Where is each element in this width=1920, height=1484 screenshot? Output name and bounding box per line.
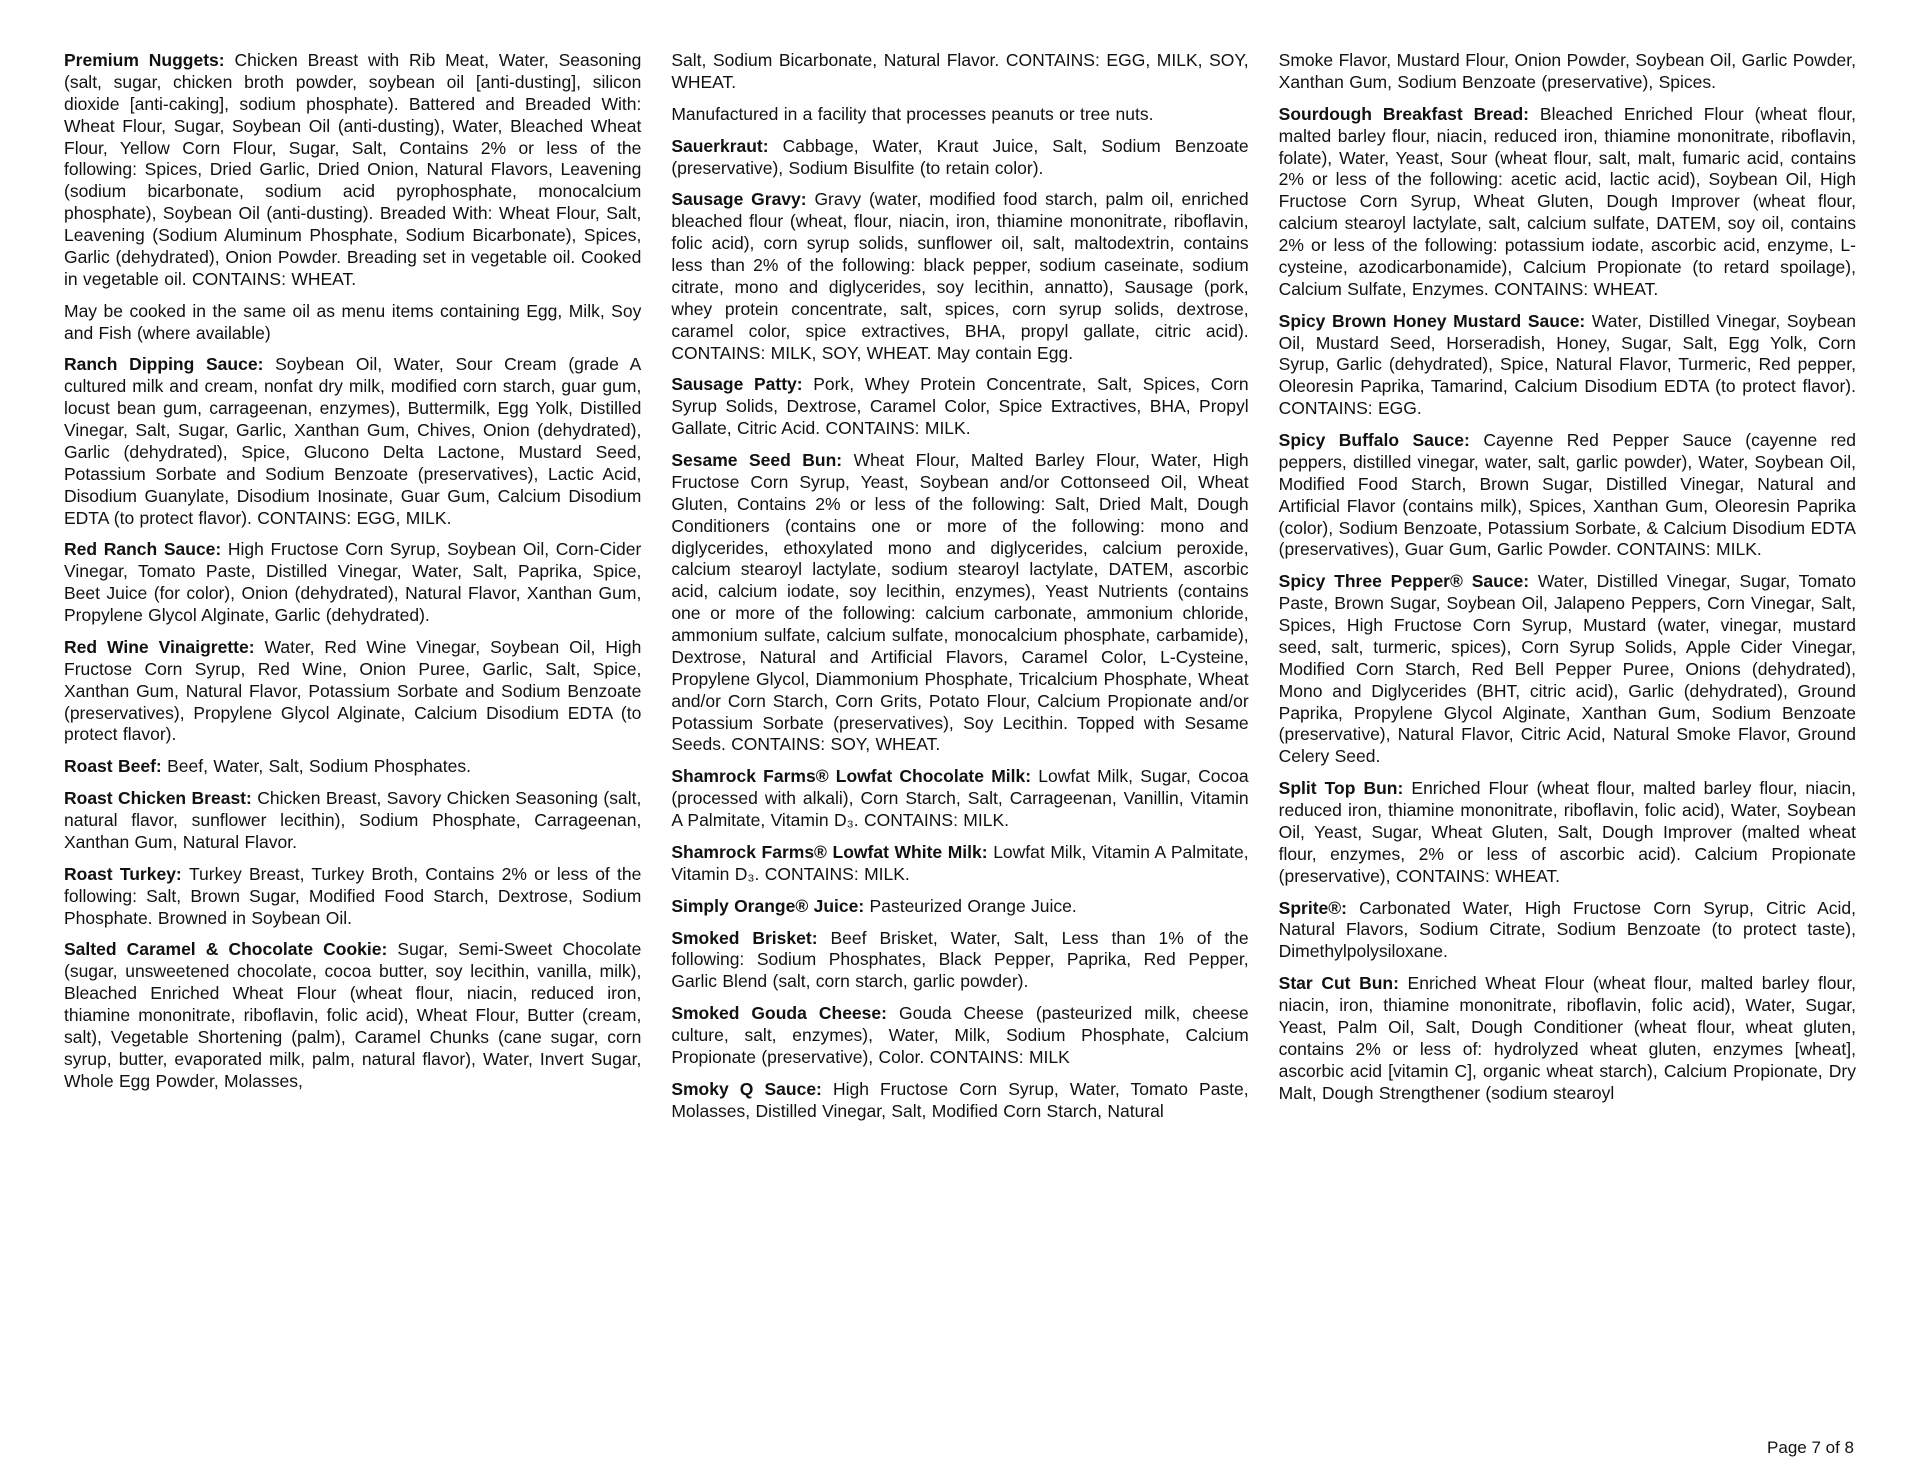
ingredient-entry [671,1079,1248,1123]
entry-title: Split Top Bun: [1278,778,1412,799]
column-1 [64,50,641,1133]
ingredient-entry [671,104,1248,126]
entry-title: Red Ranch Sauce: [64,539,228,560]
entry-title: Smoky Q Sauce: [671,1078,833,1099]
entry-title: Salted Caramel & Chocolate Cookie: [64,939,398,960]
entry-body: Wheat Flour, Malted Barley Flour, Water, High Fructose Corn Syrup, Yeast, Soybean and/or Cottonseed Oil, Wheat Gluten, Contains 2% or less of the following: Salt, Dried Malt, Dough Conditioners (contains one or more of the following: mono and diglycerides, ethoxylated mono and diglycerides, calcium peroxide, calcium stearoyl lactylate, sodium stearoyl lactylate, DATEM, ascorbic acid, calcium iodate, soy lecithin, enzymes), Yeast Nutrients (contains one or more of the following: calcium carbonate, ammonium chloride, ammonium sulfate, calcium sulfate, monocalcium phosphate, carbamide), Dextrose, Natural and Artificial Flavors, Caramel Color, L-Cysteine, Propylene Glycol, Diammonium Phosphate, Tricalcium Phosphate, Wheat and/or Corn Starch, Corn Grits, Potato Flour, Calcium Propionate and/or Potassium Sorbate (preservatives), Soy Lecithin. Topped with Sesame Seeds. CONTAINS: SOY, WHEAT. [671,450,1249,755]
ingredient-entry [64,756,641,778]
entry-body: Lowfat Milk, Vitamin A Palmitate, Vitamin D₃. CONTAINS: MILK. [671,841,1249,884]
ingredient-entry [64,301,641,345]
entry-body: Water, Red Wine Vinegar, Soybean Oil, High Fructose Corn Syrup, Red Wine, Onion Puree, Garlic, Salt, Spice, Xanthan Gum, Natural Flavor, Potassium Sorbate and Sodium Benzoate (preservatives), Propylene Glycol Alginate, Calcium Disodium EDTA (to protect flavor). [64,636,642,745]
entry-body: Cayenne Red Pepper Sauce (cayenne red peppers, distilled vinegar, water, salt, garlic powder), Water, Soybean Oil, Modified Food Starch, Brown Sugar, Distilled Vinegar, Natural and Artificial Flavor (contains milk), Spices, Xanthan Gum, Oleoresin Paprika (color), Sodium Benzoate, Potassium Sorbate, & Calcium Disodium EDTA (preservatives), Guar Gum, Garlic Powder. CONTAINS: MILK. [1278,430,1856,560]
entry-title: Roast Chicken Breast: [64,788,258,809]
entry-body: Water, Distilled Vinegar, Sugar, Tomato Paste, Brown Sugar, Soybean Oil, Jalapeno Peppers, Corn Vinegar, Salt, Spices, High Fructose Corn Syrup, Mustard (water, vinegar, mustard seed, salt, turmeric, spices), Corn Syrup Solids, Apple Cider Vinegar, Modified Corn Starch, Red Bell Pepper Puree, Onions (dehydrated), Mono and Diglycerides (BHT, citric acid), Garlic (dehydrated), Ground Paprika, Propylene Glycol Alginate, Xanthan Gum, Sodium Benzoate (preservative), Natural Flavor, Citric Acid, Natural Smoke Flavor, Ground Celery Seed. [1278,571,1856,767]
entry-title: Roast Beef: [64,756,168,777]
entry-body: Cabbage, Water, Kraut Juice, Salt, Sodium Benzoate (preservative), Sodium Bisulfite (to retain color). [671,135,1249,178]
entry-title: Ranch Dipping Sauce: [64,354,276,375]
entry-title: Roast Turkey: [64,863,189,884]
ingredient-entry [671,189,1248,364]
entry-body: Enriched Wheat Flour (wheat flour, malted barley flour, niacin, iron, thiamine mononitrate, riboflavin, folic acid), Water, Sugar, Yeast, Palm Oil, Salt, Dough Conditioner (wheat flour, wheat gluten, contains 2% or less of: hydrolyzed wheat gluten, enzymes [wheat], ascorbic acid [vitamin C], organic wheat starch), Calcium Propionate, Dry Malt, Dough Strengthener (sodium stearoyl [1278,973,1856,1103]
column-3 [1279,50,1856,1133]
ingredients-document [64,50,1856,1133]
ingredient-entry [671,766,1248,832]
ingredient-entry [671,842,1248,886]
entry-body: Chicken Breast, Savory Chicken Seasoning (salt, natural flavor, sunflower lecithin), Sodium Phosphate, Carrageenan, Xanthan Gum, Natural Flavor. [64,788,642,852]
entry-title: Spicy Three Pepper® Sauce: [1278,571,1538,592]
entry-title: Sourdough Breakfast Bread: [1278,103,1540,124]
ingredient-entry [1279,104,1856,301]
entry-body: High Fructose Corn Syrup, Soybean Oil, Corn-Cider Vinegar, Tomato Paste, Distilled Vinegar, Water, Salt, Paprika, Spice, Beet Juice (for color), Onion (dehydrated), Natural Flavor, Xanthan Gum, Propylene Glycol Alginate, Garlic (dehydrated). [64,539,642,625]
entry-title: Sausage Patty: [671,374,814,395]
ingredient-entry [1279,50,1856,94]
entry-title: Simply Orange® Juice: [671,895,870,916]
entry-title: Spicy Brown Honey Mustard Sauce: [1278,310,1592,331]
ingredient-entry [1279,571,1856,768]
ingredient-entry [1279,778,1856,887]
entry-title: Smoked Brisket: [671,927,831,948]
entry-body: Smoke Flavor, Mustard Flour, Onion Powder, Soybean Oil, Garlic Powder, Xanthan Gum, Sodium Benzoate (preservative), Spices. [1278,50,1856,92]
ingredient-entry [64,50,641,291]
entry-title: Star Cut Bun: [1278,973,1408,994]
ingredient-entry [64,788,641,854]
ingredient-entry [64,864,641,930]
ingredient-entry [671,928,1248,994]
entry-body: Lowfat Milk, Sugar, Cocoa (processed with alkali), Corn Starch, Salt, Carrageenan, Vanillin, Vitamin A Palmitate, Vitamin D₃. CONTAINS: MILK. [671,766,1249,830]
entry-title: Sesame Seed Bun: [671,450,854,470]
ingredient-entry [671,896,1248,918]
ingredient-entry [64,354,641,529]
entry-title: Red Wine Vinaigrette: [64,636,265,657]
entry-body: Gravy (water, modified food starch, palm oil, enriched bleached flour (wheat, flour, niacin, iron, thiamine mononitrate, riboflavin, folic acid), corn syrup solids, sunflower oil, salt, maltodextrin, contains less than 2% of the following: black pepper, sodium caseinate, sodium citrate, mono and diglycerides, soy lecithin, annatto), Sausage (pork, whey protein concentrate, salt, spices, corn syrup solids, dextrose, caramel color, spice extractives, BHA, propyl gallate, citric acid). CONTAINS: MILK, SOY, WHEAT. May contain Egg. [671,189,1249,363]
entry-body: Enriched Flour (wheat flour, malted barley flour, niacin, reduced iron, thiamine mononitrate, riboflavin, folic acid), Water, Soybean Oil, Yeast, Sugar, Wheat Gluten, Salt, Dough Improver (malted wheat flour, enzymes, 2% or less of ascorbic acid). Calcium Propionate (preservative), CONTAINS: WHEAT. [1278,778,1856,886]
entry-title: Spicy Buffalo Sauce: [1278,430,1484,450]
entry-title: Sausage Gravy: [671,189,815,210]
entry-body: May be cooked in the same oil as menu items containing Egg, Milk, Soy and Fish (where available) [64,300,642,343]
entry-title: Shamrock Farms® Lowfat White Milk: [671,841,994,862]
entry-body: Carbonated Water, High Fructose Corn Syrup, Citric Acid, Natural Flavors, Sodium Citrate, Sodium Benzoate (to protect taste), Dimethylpolysiloxane. [1278,897,1856,962]
entry-body: Beef, Water, Salt, Sodium Phosphates. [167,756,471,777]
entry-body: Sugar, Semi-Sweet Chocolate (sugar, unsweetened chocolate, cocoa butter, soy lecithin, vanilla, milk), Bleached Enriched Wheat Flour (wheat flour, niacin, reduced iron, thiamine mononitrate, riboflavin, folic acid), Wheat Flour, Butter (cream, salt), Vegetable Shortening (palm), Caramel Chunks (cane sugar, corn syrup, butter, evaporated milk, palm, natural flavor), Water, Invert Sugar, Whole Egg Powder, Molasses, [64,939,642,1091]
entry-body: Bleached Enriched Flour (wheat flour, malted barley flour, niacin, reduced iron, thiamine mononitrate, riboflavin, folate), Water, Yeast, Sour (wheat flour, salt, malt, fumaric acid, contains 2% or less of the following: acetic acid, lactic acid), Soybean Oil, High Fructose Corn Syrup, Wheat Gluten, Dough Improver (wheat flour, calcium stearoyl lactylate, salt, calcium sulfate, DATEM, soy oil, contains 2% or less of the following: potassium iodate, ascorbic acid, enzyme, L-cysteine, azodicarbonamide), Calcium Propionate (to retard spoilage), Calcium Sulfate, Enzymes. CONTAINS: WHEAT. [1278,103,1856,299]
entry-title: Sprite®: [1278,897,1360,918]
entry-body: High Fructose Corn Syrup, Water, Tomato Paste, Molasses, Distilled Vinegar, Salt, Modified Corn Starch, Natural [671,1078,1249,1121]
entry-body: Water, Distilled Vinegar, Soybean Oil, Mustard Seed, Horseradish, Honey, Sugar, Salt, Egg Yolk, Corn Syrup, Garlic (dehydrated), Spice, Natural Flavor, Turmeric, Red pepper, Oleoresin Paprika, Tamarind, Calcium Disodium EDTA (to protect flavor). CONTAINS: EGG. [1278,310,1856,419]
column-2 [671,50,1248,1133]
ingredient-entry [1279,973,1856,1104]
entry-body: Manufactured in a facility that processes peanuts or tree nuts. [671,103,1154,124]
page-number: Page 7 of 8 [1767,1438,1854,1457]
entry-body: Pasteurized Orange Juice. [869,895,1077,916]
entry-body: Pork, Whey Protein Concentrate, Salt, Spices, Corn Syrup Solids, Dextrose, Caramel Color, Spice Extractives, BHA, Propyl Gallate, Citric Acid. CONTAINS: MILK. [671,374,1249,439]
ingredient-entry [671,50,1248,94]
entry-body: Salt, Sodium Bicarbonate, Natural Flavor. CONTAINS: EGG, MILK, SOY, WHEAT. [671,50,1249,92]
entry-body: Beef Brisket, Water, Salt, Less than 1% of the following: Sodium Phosphates, Black Pepper, Paprika, Red Pepper, Garlic Blend (salt, corn starch, garlic powder). [671,927,1249,992]
entry-body: Turkey Breast, Turkey Broth, Contains 2% or less of the following: Salt, Brown Sugar, Modified Food Starch, Dextrose, Sodium Phosphate. Browned in Soybean Oil. [64,863,642,928]
entry-title: Smoked Gouda Cheese: [671,1003,899,1024]
entry-body: Chicken Breast with Rib Meat, Water, Seasoning (salt, sugar, chicken broth powder, soybean oil [anti-dusting], silicon dioxide [anti-caking], sodium phosphate). Battered and Breaded With: Wheat Flour, Sugar, Soybean Oil (anti-dusting), Water, Bleached Wheat Flour, Yellow Corn Flour, Sugar, Salt, Contains 2% or less of the following: Spices, Dried Garlic, Dried Onion, Natural Flavors, Leavening (sodium bicarbonate, sodium acid pyrophosphate, monocalcium phosphate), Soybean Oil (anti-dusting). Breaded With: Wheat Flour, Salt, Leavening (Sodium Aluminum Phosphate, Sodium Bicarbonate), Spices, Garlic (dehydrated), Onion Powder. Breading set in vegetable oil. Cooked in vegetable oil. CONTAINS: WHEAT. [64,50,642,289]
entry-title: Sauerkraut: [671,135,783,156]
ingredient-entry [671,374,1248,440]
entry-title: Premium Nuggets: [64,50,235,70]
ingredient-entry [671,450,1248,756]
ingredient-entry [671,136,1248,180]
ingredient-entry [64,939,641,1092]
entry-body: Soybean Oil, Water, Sour Cream (grade A cultured milk and cream, nonfat dry milk, modified corn starch, guar gum, locust bean gum, carrageenan, enzymes), Buttermilk, Egg Yolk, Distilled Vinegar, Salt, Sugar, Garlic, Xanthan Gum, Chives, Onion (dehydrated), Garlic (dehydrated), Spice, Glucono Delta Lactone, Mustard Seed, Potassium Sorbate and Sodium Benzoate (preservatives), Lactic Acid, Disodium Guanylate, Disodium Inosinate, Guar Gum, Calcium Disodium EDTA (to protect flavor). CONTAINS: EGG, MILK. [64,354,642,528]
ingredient-entry [64,539,641,627]
ingredient-entry [1279,898,1856,964]
ingredient-entry [671,1003,1248,1069]
entry-body: Gouda Cheese (pasteurized milk, cheese culture, salt, enzymes), Water, Milk, Sodium Phosphate, Calcium Propionate (preservative), Color. CONTAINS: MILK [671,1003,1249,1067]
ingredient-entry [1279,430,1856,561]
ingredient-entry [1279,311,1856,420]
ingredient-entry [64,637,641,746]
entry-title: Shamrock Farms® Lowfat Chocolate Milk: [671,766,1039,787]
